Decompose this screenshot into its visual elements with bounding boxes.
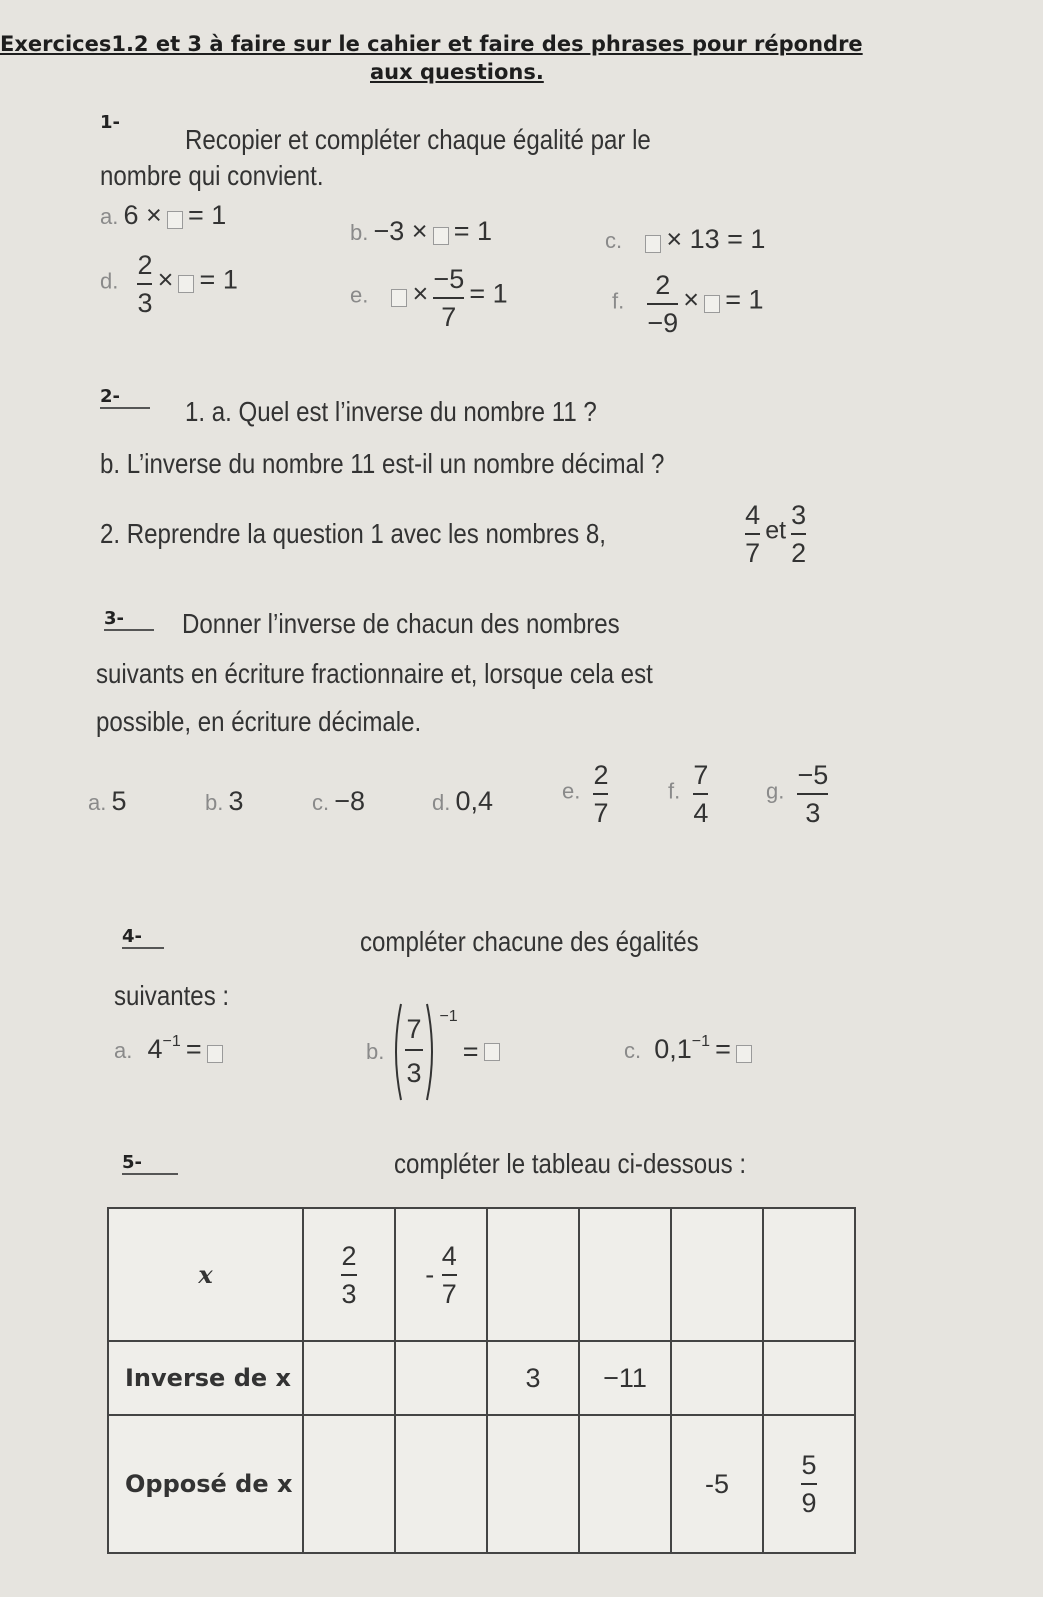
exponent: −1 (439, 1007, 458, 1025)
expression-right: = 1 (199, 264, 238, 295)
item-value: 5 (111, 786, 127, 816)
right-parenthesis (427, 1004, 432, 1100)
cell-x-6 (763, 1208, 855, 1341)
blank-box (207, 1045, 223, 1063)
cell-x-5 (671, 1208, 763, 1341)
ex1-item-d (100, 250, 238, 318)
fraction (647, 270, 678, 338)
blank-box (704, 295, 720, 313)
ex3-item-f (668, 760, 708, 828)
fraction-bar (137, 283, 152, 285)
cell-inverse-5 (671, 1341, 763, 1415)
ex4-item-b (366, 1000, 500, 1104)
denominator: −9 (647, 308, 679, 338)
numerator: 7 (693, 760, 709, 790)
item-label: c. (312, 790, 330, 815)
fraction-bar (442, 1274, 457, 1276)
denominator: 4 (693, 798, 709, 828)
item-value: 3 (228, 786, 244, 816)
item-label: b. (205, 790, 224, 815)
fraction-bar (647, 303, 678, 305)
item-label: g. (766, 778, 785, 804)
cell-inverse-2 (395, 1341, 487, 1415)
blank-box (167, 211, 183, 229)
cell-oppose-3 (487, 1415, 579, 1553)
cell-oppose-6 (763, 1415, 855, 1553)
ex5-instruction: compléter le tableau ci-dessous : (394, 1148, 747, 1179)
ex3-number: 3- (104, 608, 154, 631)
blank-box (178, 275, 194, 293)
ex1-item-b (350, 216, 492, 247)
table-row-oppose (108, 1415, 855, 1553)
denominator: 7 (441, 302, 457, 332)
fraction-bar (433, 297, 464, 299)
ex1-item-c (605, 224, 765, 255)
ex1-item-a (100, 200, 226, 231)
numerator: 2 (341, 1240, 357, 1271)
expression-left: −3 × (373, 216, 428, 246)
item-label: e. (350, 282, 369, 308)
ex4-item-c (624, 1034, 752, 1065)
numerator: 2 (137, 250, 153, 280)
fraction (442, 1241, 457, 1309)
fraction (433, 264, 464, 332)
equals-sign: = (462, 1036, 479, 1067)
item-value: 0,4 (455, 786, 493, 816)
numerator: 4 (441, 1240, 457, 1271)
ex2-question-1b: b. L’inverse du nombre 11 est-il un nombre décimal ? (100, 448, 665, 479)
cell-x-4 (579, 1208, 671, 1341)
row-header-oppose: Opposé de x (108, 1415, 303, 1553)
fraction-bar (341, 1274, 356, 1276)
cell-inverse-4: −11 (579, 1341, 671, 1415)
ex2-number: 2- (100, 386, 150, 409)
exponent: −1 (691, 1033, 711, 1050)
blank-box (433, 227, 449, 245)
item-value: −8 (334, 786, 366, 816)
fraction (693, 760, 708, 828)
ex3-item-d (432, 786, 493, 817)
numerator: −5 (433, 264, 465, 294)
times-sign: × (157, 264, 174, 295)
numerator: 7 (406, 1014, 422, 1044)
item-label: a. (88, 790, 107, 815)
ex3-instruction-line-2: suivants en écriture fractionnaire et, lorsque cela est (96, 658, 653, 689)
numerator: 4 (745, 500, 761, 530)
ex1-instruction-line-1: Recopier et compléter chaque égalité par le (185, 124, 651, 155)
ex2-question-1a: 1. a. Quel est l’inverse du nombre 11 ? (185, 396, 597, 427)
fraction (593, 760, 608, 828)
cell-x-1 (303, 1208, 395, 1341)
denominator: 3 (137, 288, 153, 318)
times-sign: × (412, 278, 429, 309)
fraction-bar (801, 1483, 816, 1485)
denominator: 7 (745, 538, 761, 568)
ex1-instruction-line-2: nombre qui convient. (100, 160, 324, 191)
ex1-item-f (612, 270, 763, 338)
cell-oppose-2 (395, 1415, 487, 1553)
denominator: 3 (341, 1278, 357, 1309)
denominator: 2 (791, 538, 807, 568)
fraction-3-2 (791, 500, 806, 568)
ex3-item-g (766, 760, 828, 828)
cell-oppose-5: -5 (671, 1415, 763, 1553)
expression-right: = 1 (725, 284, 764, 315)
ex3-item-c (312, 786, 365, 817)
cell-oppose-1 (303, 1415, 395, 1553)
ex4-instruction-line-1: compléter chacune des égalités (360, 926, 699, 957)
fraction (797, 760, 828, 828)
et-word: et (765, 516, 787, 545)
ex3-item-e (562, 760, 608, 828)
numerator: −5 (797, 760, 829, 790)
expression-left: 6 × (123, 200, 162, 230)
blank-box (484, 1043, 500, 1061)
minus-sign: - (425, 1259, 435, 1289)
fraction-bar (593, 793, 608, 795)
ex3-item-a (88, 786, 126, 817)
equals-sign: = (715, 1034, 731, 1064)
numerator: 2 (655, 270, 671, 300)
item-label: b. (350, 220, 369, 245)
fraction (801, 1450, 816, 1518)
cell-x-2 (395, 1208, 487, 1341)
ex3-instruction-line-3: possible, en écriture décimale. (96, 706, 422, 737)
times-sign: × (683, 284, 699, 315)
item-label: a. (114, 1038, 133, 1063)
equals-sign: = (185, 1034, 202, 1064)
ex2-question-2-text: 2. Reprendre la question 1 avec les nombres 8, (100, 518, 606, 549)
blank-box (736, 1045, 752, 1063)
header-line-1: Exercices1.2 et 3 à faire sur le cahier et faire des phrases pour répondre (0, 32, 863, 56)
table-row-inverse (108, 1341, 855, 1415)
cell-oppose-4 (579, 1415, 671, 1553)
exponent: −1 (162, 1033, 181, 1050)
fraction (341, 1241, 356, 1309)
ex5-number: 5- (122, 1152, 178, 1175)
item-label: f. (668, 778, 681, 804)
item-label: d. (100, 268, 119, 294)
ex3-item-b (205, 786, 243, 817)
ex4-item-a (114, 1034, 223, 1065)
fraction-bar (791, 533, 806, 535)
ex4-instruction-line-2: suivantes : (114, 980, 230, 1011)
cell-x-3 (487, 1208, 579, 1341)
item-label: d. (432, 790, 451, 815)
item-label: c. (605, 228, 623, 253)
cell-inverse-3: 3 (487, 1341, 579, 1415)
item-label: e. (562, 778, 581, 804)
item-label: b. (366, 1039, 385, 1064)
fraction-bar (693, 793, 708, 795)
item-label: f. (612, 288, 625, 314)
parenthesized-fraction (389, 1000, 439, 1104)
expression-right: × 13 = 1 (666, 224, 766, 254)
cell-inverse-1 (303, 1341, 395, 1415)
ex3-instruction-line-1: Donner l’inverse de chacun des nombres (182, 608, 620, 639)
fraction (137, 250, 152, 318)
header-line-2: aux questions. (370, 60, 544, 84)
fraction-4-7 (745, 500, 760, 568)
ex5-table (107, 1207, 856, 1554)
cell-inverse-6 (763, 1341, 855, 1415)
table-row-x (108, 1208, 855, 1341)
numerator: 2 (593, 760, 609, 790)
denominator: 7 (593, 798, 609, 828)
ex2-question-2 (100, 500, 806, 568)
denominator: 7 (441, 1278, 457, 1309)
row-header-x: x (108, 1208, 303, 1341)
fraction-bar (797, 793, 828, 795)
fraction-bar (745, 533, 760, 535)
ex1-item-e (350, 264, 508, 332)
base: 0,1 (654, 1034, 692, 1064)
denominator: 9 (801, 1488, 817, 1518)
base: 4 (147, 1034, 163, 1064)
expression-right: = 1 (453, 216, 492, 246)
expression-right: = 1 (187, 200, 227, 230)
left-parenthesis (396, 1004, 401, 1100)
ex4-number: 4- (122, 926, 164, 949)
expression-right: = 1 (469, 278, 508, 309)
numerator: 3 (791, 500, 807, 530)
item-label: c. (624, 1038, 642, 1063)
item-label: a. (100, 204, 119, 229)
denominator: 3 (805, 798, 821, 828)
ex1-number: 1- (100, 112, 120, 133)
numerator: 5 (801, 1450, 817, 1480)
denominator: 3 (406, 1058, 422, 1088)
row-header-inverse: Inverse de x (108, 1341, 303, 1415)
blank-box (391, 289, 407, 307)
blank-box (645, 235, 661, 253)
